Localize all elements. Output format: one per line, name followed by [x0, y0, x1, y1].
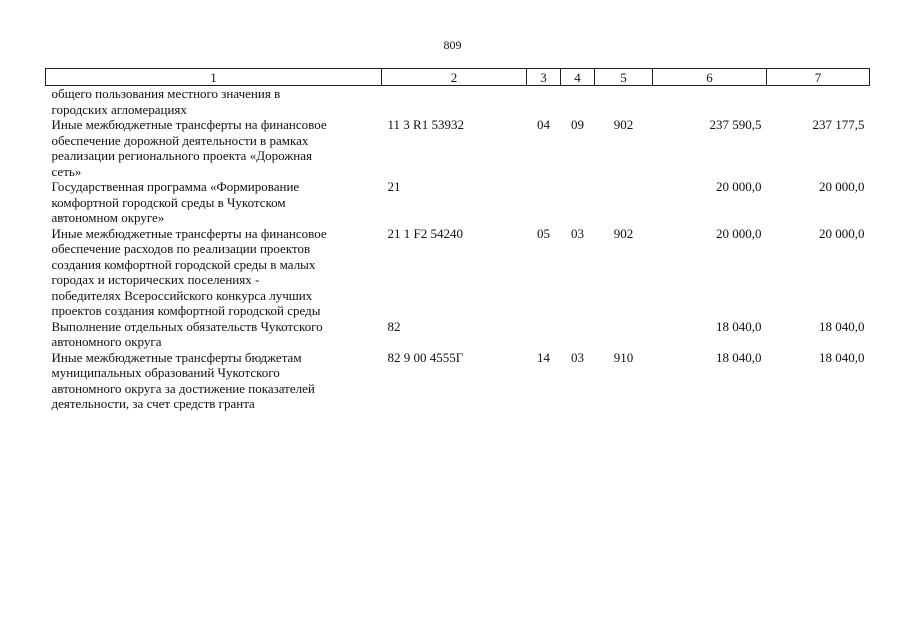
row-name-line: реализации регионального проекта «Дорожная: [51, 148, 312, 163]
header-cell: 7: [767, 69, 870, 86]
row-section: [527, 86, 561, 118]
row-amount-2: 18 040,0: [819, 318, 865, 334]
budget-table: [45, 68, 870, 412]
row-name-line: городских агломерациях: [51, 101, 187, 117]
row-subsection: [561, 86, 595, 118]
row-amount-1: [653, 86, 767, 118]
row-amount-2: 20 000,0: [819, 225, 865, 241]
row-name-line: обеспечение дорожной деятельности в рамках: [51, 132, 309, 148]
row-name-line: проектов создания комфортной городской среды: [51, 303, 321, 318]
row-subsection: [561, 319, 595, 350]
row-subsection: 09: [571, 117, 584, 132]
row-name: [46, 179, 382, 226]
row-name-line: Выполнение отдельных обязательств Чукотского: [51, 318, 323, 334]
row-name-line: Иные межбюджетные трансферты бюджетам: [51, 349, 302, 365]
row-code: 11 3 R1 53932: [387, 117, 464, 132]
row-grbs: [595, 179, 653, 226]
row-code: 21: [387, 179, 401, 194]
row-code: 82 9 00 4555Г: [387, 349, 464, 365]
row-name-line: Государственная программа «Формирование: [51, 179, 300, 194]
header-row: [46, 69, 870, 86]
page-number: 809: [443, 38, 462, 52]
row-grbs: 902: [613, 225, 634, 241]
row-name: [46, 117, 382, 179]
row-name: [46, 226, 382, 319]
row-amount-2: 18 040,0: [819, 349, 865, 365]
row-name: [46, 319, 382, 350]
row-section: 05: [537, 225, 550, 241]
row-code: 82: [387, 318, 401, 334]
row-name-line: общего пользования местного значения в: [51, 86, 281, 101]
row-grbs: 910: [613, 349, 634, 365]
row-amount-2: 237 177,5: [812, 117, 865, 132]
row-section: 04: [537, 117, 550, 132]
row-grbs: [595, 319, 653, 350]
header-cell: 1: [46, 69, 382, 86]
row-amount-2: 20 000,0: [819, 179, 865, 194]
row-amount-1: 20 000,0: [716, 179, 762, 194]
header-cell: 3: [527, 69, 561, 86]
table-row: [46, 117, 870, 179]
row-name-line: комфортной городской среды в Чукотском: [51, 194, 286, 210]
row-name-line: Иные межбюджетные трансферты на финансовое: [51, 117, 327, 132]
row-grbs: [595, 86, 653, 118]
row-code: [382, 86, 527, 118]
row-grbs: 902: [613, 117, 634, 132]
row-name-line: муниципальных образований Чукотского: [51, 365, 280, 380]
row-name-line: деятельности, за счет средств гранта: [51, 396, 255, 411]
header-cell: 2: [382, 69, 527, 86]
row-amount-1: 20 000,0: [716, 225, 762, 241]
row-code: 21 1 F2 54240: [387, 225, 463, 241]
row-name-line: победителях Всероссийского конкурса лучших: [51, 287, 313, 303]
row-subsection: 03: [571, 225, 584, 241]
row-section: [527, 319, 561, 350]
header-cell: 5: [595, 69, 653, 86]
header-cell: 4: [561, 69, 595, 86]
row-section: 14: [537, 349, 550, 365]
row-subsection: 03: [571, 349, 584, 365]
row-name-line: создания комфортной городской среды в малых: [51, 256, 316, 272]
row-name-line: городах и исторических поселениях -: [51, 272, 260, 287]
header-cell: 6: [653, 69, 767, 86]
table-row: [46, 86, 870, 118]
row-name-line: автономного округа: [51, 334, 162, 349]
row-name-line: Иные межбюджетные трансферты на финансовое: [51, 225, 327, 241]
row-name-line: обеспечение расходов по реализации проектов: [51, 241, 311, 256]
row-amount-1: 18 040,0: [716, 349, 762, 365]
row-amount-2: [767, 86, 870, 118]
table-row: [46, 350, 870, 412]
table-row: [46, 226, 870, 319]
row-name: [46, 350, 382, 412]
row-amount-1: 237 590,5: [709, 117, 762, 132]
table-row: [46, 319, 870, 350]
row-name: [46, 86, 382, 118]
row-section: [527, 179, 561, 226]
row-name-line: сеть»: [51, 163, 82, 179]
table-row: [46, 179, 870, 226]
row-subsection: [561, 179, 595, 226]
row-name-line: автономного округа за достижение показателей: [51, 380, 315, 396]
row-amount-1: 18 040,0: [716, 318, 762, 334]
row-name-line: автономном округе»: [51, 210, 165, 225]
